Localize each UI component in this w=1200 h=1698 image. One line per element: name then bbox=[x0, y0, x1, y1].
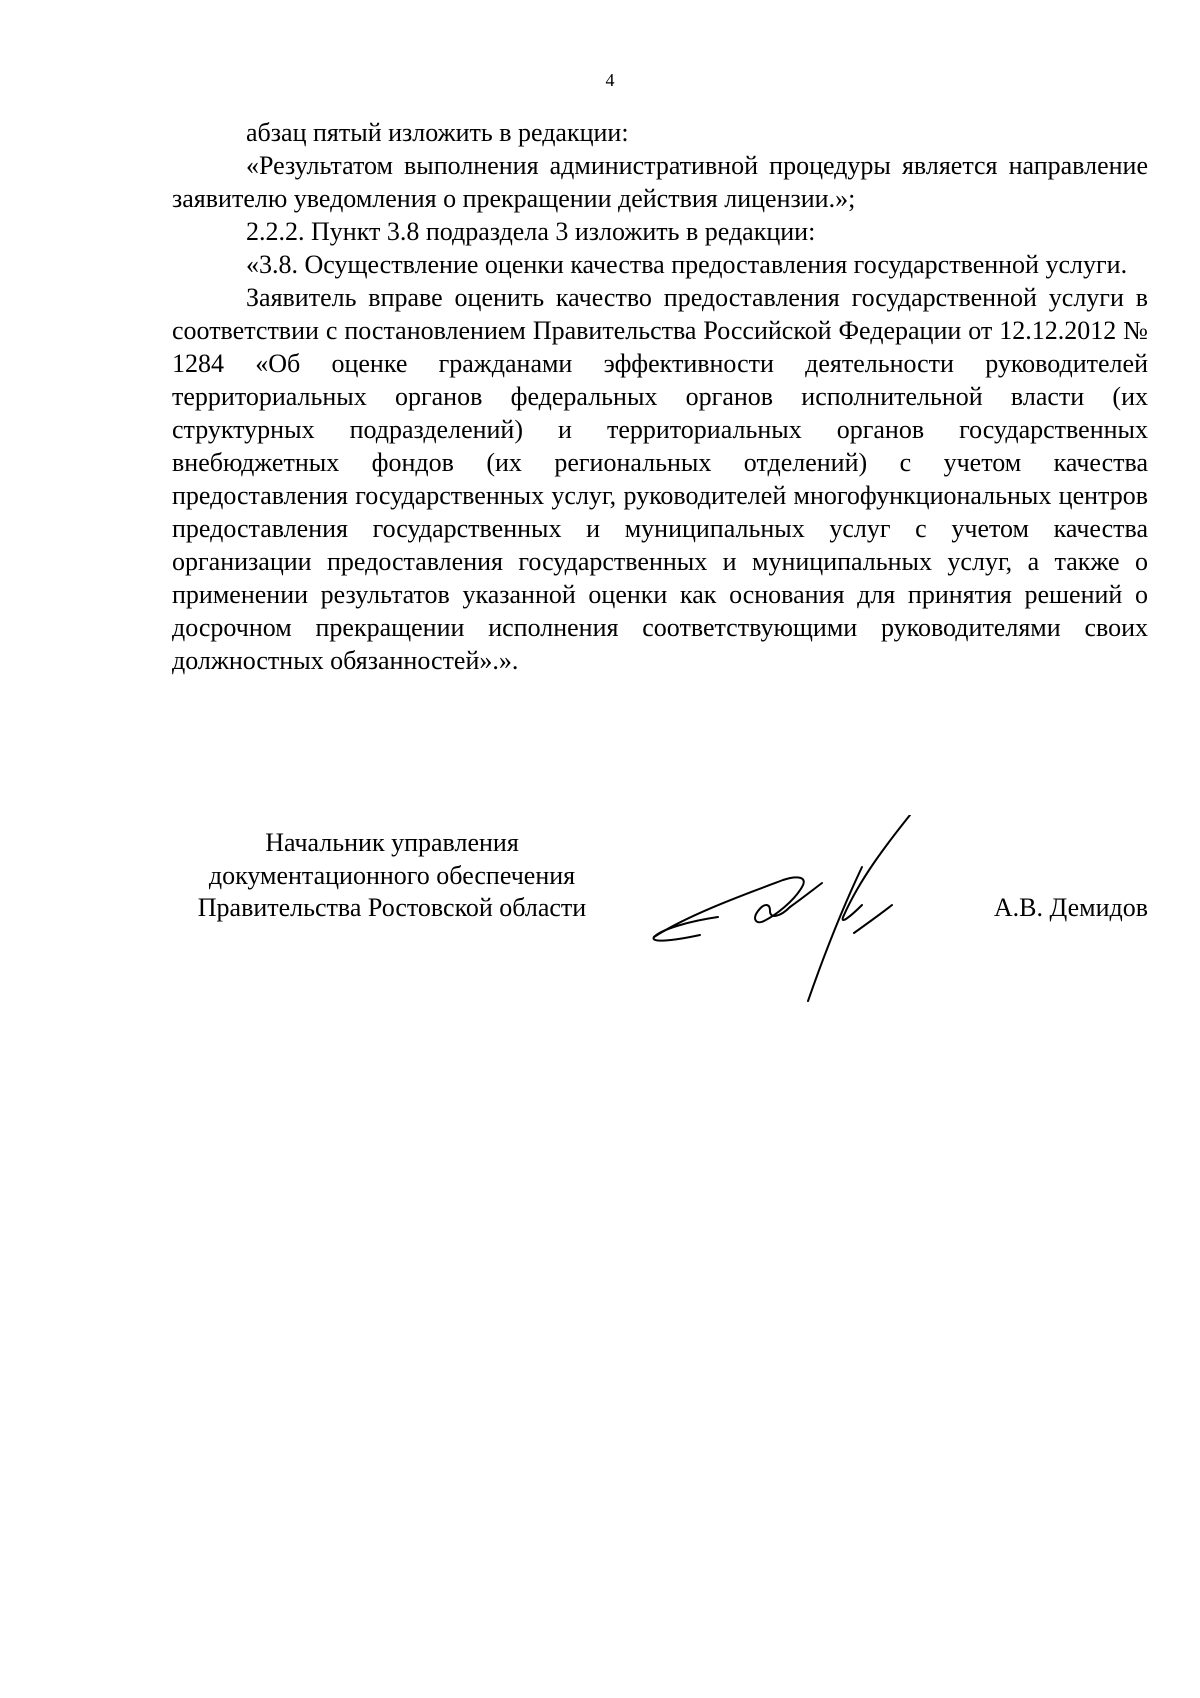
paragraph-2: «Результатом выполнения административной процедуры является направление заявителю уведомления о прекращении действия лицензии.»; bbox=[172, 151, 1148, 213]
position-line-2: документационного обеспечения bbox=[208, 860, 576, 890]
paragraph-5: Заявитель вправе оценить качество предоставления государственной услуги в соответствии с постановлением Правительства Российской Федерации от 12.12.2012 № 1284 «Об оценке гражданами эффективности деятельности руководителей территориальных органов федеральных органов исполнительной власти (их структурных подразделений) и территориальных органов государственных внебюджетных фондов (их региональных отделений) с учетом качества предоставления государственных услуг, руководителей многофункциональных центров предоставления государственных и муниципальных услуг с учетом качества организации предоставления государственных и муниципальных услуг, а также о применении результатов указанной оценки как основания для принятия решений о досрочном прекращении исполнения соответствующими руководителями своих должностных обязанностей».». bbox=[172, 283, 1148, 675]
paragraph-4: «3.8. Осуществление оценки качества предоставления государственной услуги. bbox=[246, 250, 1128, 279]
position-line-1: Начальник управления bbox=[265, 828, 519, 857]
paragraph-1: абзац пятый изложить в редакции: bbox=[246, 118, 629, 147]
page-number: 4 bbox=[605, 70, 615, 90]
position-line-3: Правительства Ростовской области bbox=[197, 893, 587, 922]
handwritten-signature bbox=[648, 815, 938, 1005]
signer-position bbox=[172, 827, 612, 925]
signature-block bbox=[172, 827, 1148, 997]
signer-name: А.В. Демидов bbox=[993, 893, 1148, 922]
paragraph-3: 2.2.2. Пункт 3.8 подраздела 3 изложить в редакции: bbox=[246, 217, 816, 246]
document-body bbox=[172, 116, 1148, 677]
